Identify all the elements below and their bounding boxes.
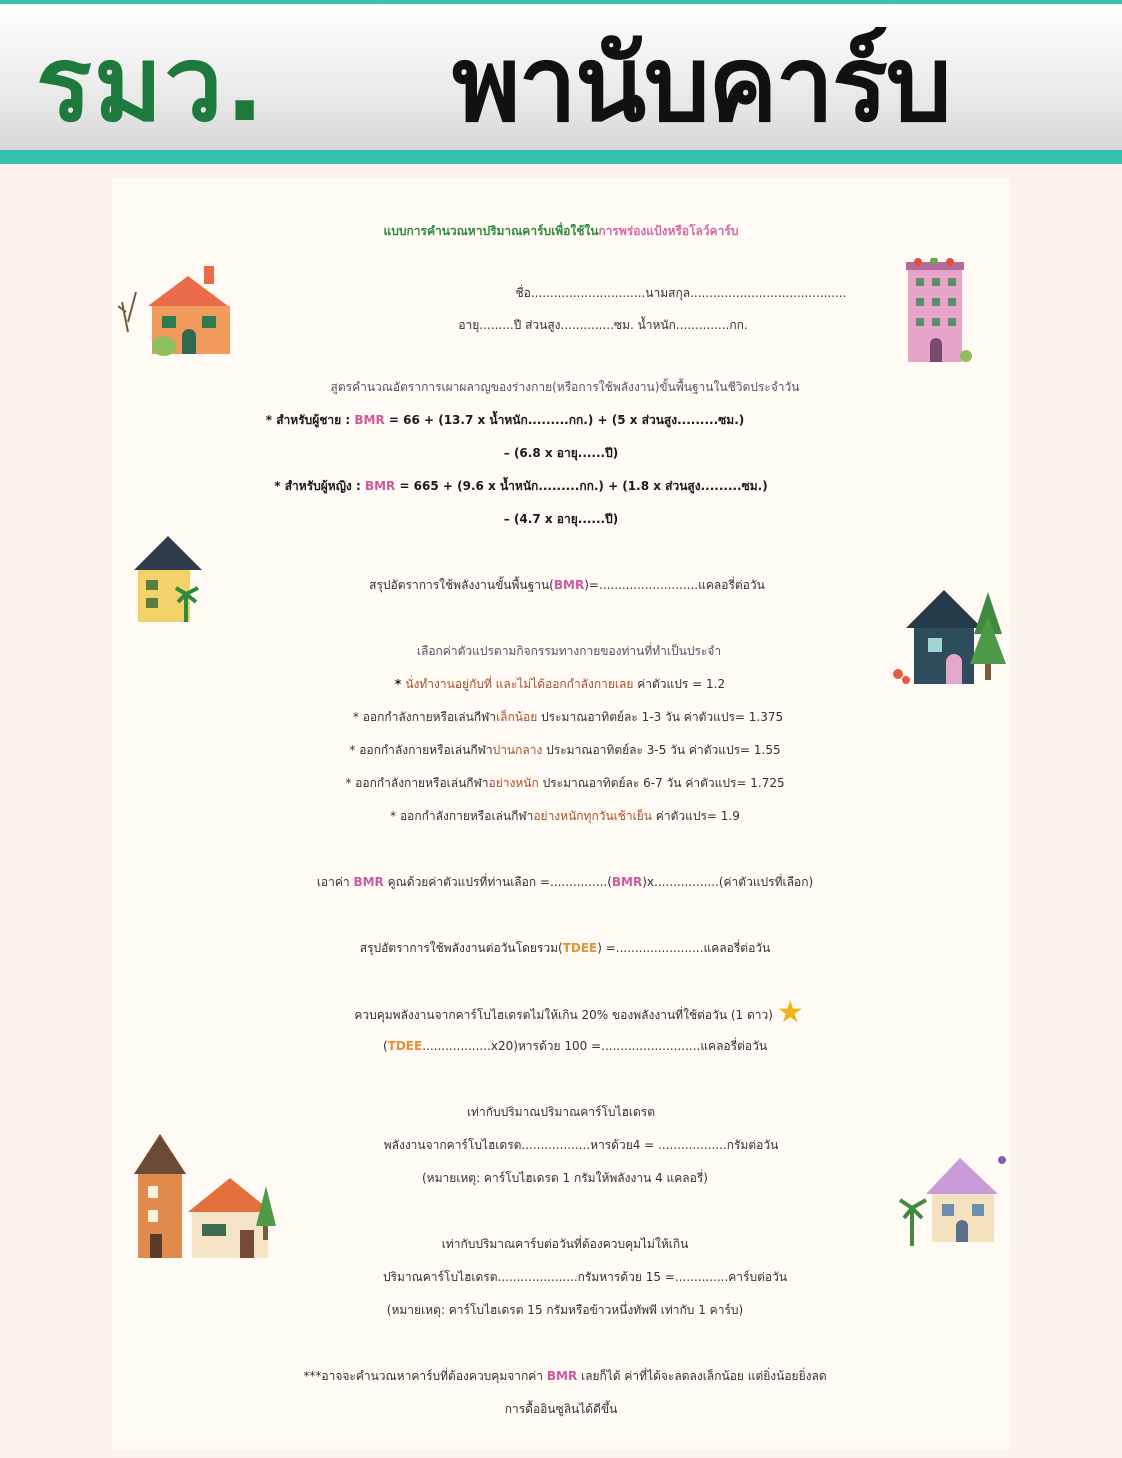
activity-item — [4, 735, 1122, 765]
tdee-prefix: สรุปอัตราการใช้พลังงานต่อวันโดยรวม( — [359, 941, 563, 955]
carbs-note — [4, 1295, 1122, 1325]
tdee-suffix: ) =.......................แคลอรี่ต่อวัน — [597, 941, 771, 955]
activity-suffix: ประมาณอาทิตย์ละ 6-7 วัน ค่าตัวแปร= 1.725 — [538, 776, 785, 790]
activity-highlight: อย่างหนักทุกวันเช้าเย็น — [533, 809, 652, 823]
footnote-line-2 — [0, 1394, 1122, 1424]
activity-highlight: นั่งทำงานอยู่กับที่ และไม่ได้ออกกำลังกายเลย — [405, 677, 634, 691]
title-part-green: แบบการคำนวณหาปริมาณคาร์บเพื่อใช้ใน — [383, 224, 599, 238]
bmr-summary — [6, 570, 1122, 600]
carb-limit-line — [18, 995, 1122, 1030]
carb-limit-text: ควบคุมพลังงานจากคาร์โบไฮเดรตไม่ให้เกิน 20% ของพลังงานที่ใช้ต่อวัน (1 ดาว) — [354, 1008, 773, 1022]
activity-item — [4, 801, 1122, 831]
grams-calc-text: พลังงานจากคาร์โบไฮเดรต..................หารด้วย4 = ..................กรัมต่อวัน — [383, 1138, 779, 1152]
bmr-label: BMR — [611, 875, 643, 889]
bmr-female-formula-cont — [0, 504, 1122, 534]
brand-logo-text: รมว. — [36, 23, 267, 145]
male-formula-text: = 66 + (13.7 x น้ำหนัก.........กก.) + (5 x ส่วนสูง.........ซม.) — [384, 413, 745, 427]
male-prefix: * สำหรับผู้ชาย : — [265, 413, 355, 427]
profile-name-fields: ชื่อ..............................นามสกุล......................................... — [515, 286, 847, 300]
tdee-label: TDEE — [387, 1039, 423, 1053]
title-part-pink: การพร่องแป้งหรือโลว์คาร์บ — [598, 224, 739, 238]
bmr-label: BMR — [353, 875, 384, 889]
bmr-label: BMR — [354, 413, 385, 427]
header-banner — [0, 4, 1122, 150]
star-icon: ★ — [776, 995, 804, 1030]
carbs-line — [24, 1262, 1122, 1292]
activity-prefix: * ออกกำลังกายหรือเล่นกีฬา — [390, 809, 534, 823]
activity-highlight: เล็กน้อย — [496, 710, 538, 724]
activity-suffix: ประมาณอาทิตย์ละ 3-5 วัน ค่าตัวแปร= 1.55 — [542, 743, 781, 757]
profile-line-name — [120, 278, 1122, 308]
grams-line — [20, 1130, 1122, 1160]
carbs-heading-text: เท่ากับปริมาณคาร์บต่อวันที่ต้องควบคุมไม่ให้เกิน — [441, 1237, 689, 1251]
activity-highlight: ปานกลาง — [492, 743, 543, 757]
banner-accent-line — [0, 150, 1122, 164]
activity-suffix: ค่าตัวแปร = 1.2 — [633, 677, 726, 691]
footnote-prefix: ***อาจจะคำนวณหาคาร์บที่ต้องควบคุมจากค่า — [303, 1369, 547, 1383]
male-formula-age: – (6.8 x อายุ......ปี) — [503, 446, 619, 460]
carbs-calc-text: ปริมาณคาร์โบไฮเดรต.....................กรัมหารด้วย 15 =..............คาร์บต่อวัน — [382, 1270, 788, 1284]
footnote-line — [4, 1361, 1122, 1391]
activity-heading — [8, 636, 1122, 666]
bmr-heading — [4, 372, 1122, 402]
carb-calc-line — [14, 1031, 1122, 1061]
bmr-summary-suffix: )=..........................แคลอรี่ต่อวัน — [584, 578, 765, 592]
activity-item — [7, 702, 1122, 732]
bmr-label: BMR — [364, 479, 396, 493]
carbs-heading — [4, 1229, 1122, 1259]
tdee-label: TDEE — [562, 941, 598, 955]
bmr-female-formula — [0, 471, 1082, 501]
activity-suffix: ค่าตัวแปร= 1.9 — [651, 809, 740, 823]
activity-prefix: * ออกกำลังกายหรือเล่นกีฬา — [349, 743, 493, 757]
page-headline: พานับคาร์บ — [452, 23, 950, 145]
footnote-suffix: เลยก็ได้ ค่าที่ได้จะลดลงเล็กน้อย แต่ยิ่งน้อยยิ่งลด — [577, 1369, 827, 1383]
tdee-line — [4, 933, 1122, 963]
house-illustration-top-left — [118, 262, 250, 356]
female-formula-text: = 665 + (9.6 x น้ำหนัก.........กก.) + (1.8 x ส่วนสูง.........ซม.) — [395, 479, 768, 493]
grams-heading-text: เท่ากับปริมาณปริมาณคาร์โบไฮเดรต — [466, 1105, 656, 1119]
bmr-male-formula-cont — [0, 438, 1122, 468]
grams-heading — [0, 1097, 1122, 1127]
multiply-mid: คูณด้วยค่าตัวแปรที่ท่านเลือก =...............( — [383, 875, 612, 889]
profile-line-body — [42, 310, 1122, 340]
activity-prefix: * ออกกำลังกายหรือเล่นกีฬา — [345, 776, 489, 790]
bmr-male-formula — [0, 405, 1066, 435]
footnote-line2-text: การดื้ออินซูลินได้ดีขึ้น — [504, 1402, 618, 1416]
grams-note — [4, 1163, 1122, 1193]
activity-suffix: ประมาณอาทิตย์ละ 1-3 วัน ค่าตัวแปร= 1.375 — [537, 710, 784, 724]
carbs-note-text: (หมายเหตุ: คาร์โบไฮเดรต 15 กรัมหรือข้าวหนึ่งทัพพี เท่ากับ 1 คาร์บ) — [386, 1303, 744, 1317]
multiply-prefix: เอาค่า — [316, 875, 354, 889]
bmr-label: BMR — [546, 1369, 578, 1383]
bmr-label: BMR — [553, 578, 585, 592]
activity-prefix: * — [394, 677, 406, 691]
activity-heading-text: เลือกค่าตัวแปรตามกิจกรรมทางกายของท่านที่ทำเป็นประจำ — [416, 644, 722, 658]
bmr-summary-prefix: สรุปอัตราการใช้พลังงานขั้นพื้นฐาน( — [369, 578, 554, 592]
carb-calc-text: ..................x20)หารด้วย 100 =..........................แคลอรี่ต่อวัน — [422, 1039, 768, 1053]
activity-prefix: * ออกกำลังกายหรือเล่นกีฬา — [352, 710, 497, 724]
female-prefix: * สำหรับผู้หญิง : — [274, 479, 365, 493]
female-formula-age: – (4.7 x อายุ......ปี) — [503, 512, 619, 526]
multiply-suffix: )x.................(ค่าตัวแปรที่เลือก) — [642, 875, 814, 889]
activity-highlight: อย่างหนัก — [488, 776, 539, 790]
worksheet-title — [0, 216, 1122, 246]
activity-item — [0, 669, 1121, 699]
carb-calc-open: ( — [382, 1039, 388, 1053]
activity-item — [4, 768, 1122, 798]
bmr-heading-text: สูตรคำนวณอัตราการเผาผลาญของร่างกาย(หรือการใช้พลังงาน)ขั้นพื้นฐานในชีวิตประจำวัน — [330, 380, 800, 394]
grams-note-text: (หมายเหตุ: คาร์โบไฮเดรต 1 กรัมให้พลังงาน 4 แคลอรี่) — [422, 1171, 708, 1185]
profile-body-fields: อายุ.........ปี ส่วนสูง..............ซม. น้ำหนัก..............กก. — [458, 318, 748, 332]
multiply-line — [4, 867, 1122, 897]
